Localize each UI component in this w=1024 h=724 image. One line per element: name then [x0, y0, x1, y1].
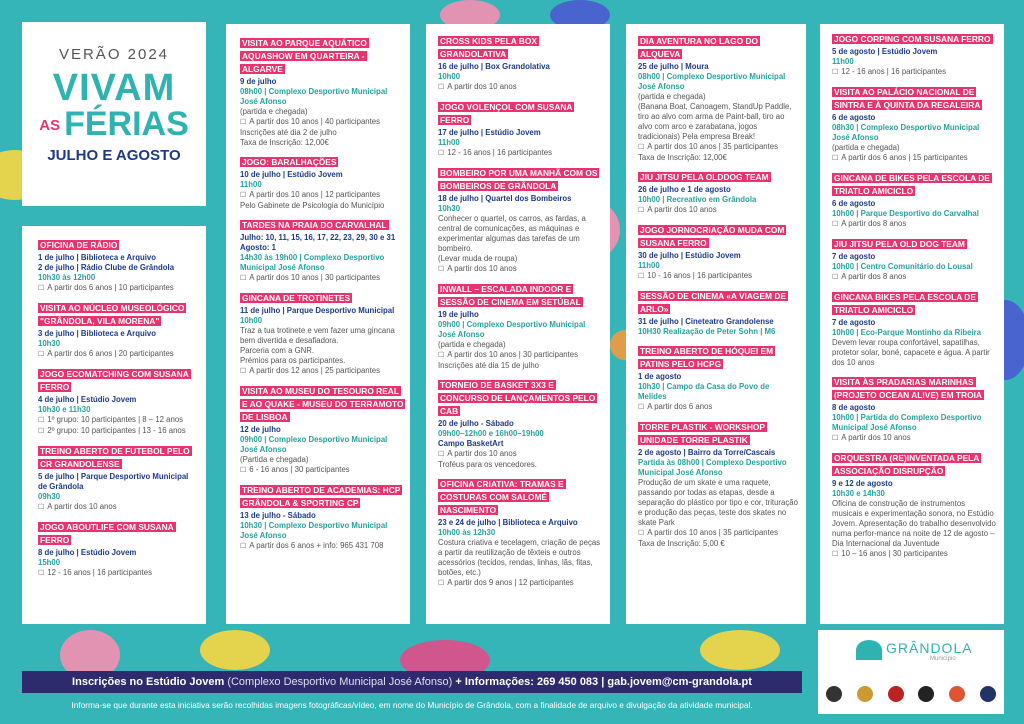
event-detail: Julho: 10, 11, 15, 16, 17, 22, 23, 29, 30 e 31: [240, 233, 396, 242]
event-detail: Agosto: 1: [240, 243, 276, 252]
event-detail: 11 de julho | Parque Desportivo Municipal: [240, 306, 395, 315]
event-detail: 11h00: [638, 261, 660, 270]
event-detail: 2 de julho | Rádio Clube de Grândola: [38, 263, 175, 272]
event-detail: ☐ A partir dos 10 anos: [638, 205, 800, 216]
event-detail: 2 de agosto | Bairro da Torre/Cascais: [638, 448, 776, 457]
event-detail: 10h30: [438, 204, 461, 213]
event-detail: 10h00 | Recreativo em Grândola: [638, 195, 757, 204]
footer-location: (Complexo Desportivo Municipal José Afonso): [227, 676, 453, 688]
event-title: VISITA AO NÚCLEO MUSEOLÓGICO "GRÂNDOLA, VILA MORENA": [40, 303, 185, 326]
footer-contacts: + Informações: 269 450 083 | gab.jovem@cm-grandola.pt: [455, 676, 752, 688]
event-detail: 11h00: [240, 180, 262, 189]
footer-bar: [22, 671, 802, 693]
logo-area: [818, 630, 1004, 714]
event-detail: 5 de agosto | Estúdio Jovem: [832, 47, 938, 56]
event-item: [638, 170, 800, 216]
event-detail: ☐ A partir dos 8 anos: [832, 272, 996, 283]
event-item: [832, 32, 996, 78]
partner-logo-icon: [918, 686, 934, 702]
event-detail: 10 de julho | Estúdio Jovem: [240, 170, 343, 179]
event-title: TARDES NA PRAIA DO CARVALHAL: [242, 220, 387, 230]
event-title: CROSS KIDS PELA BOX GRANDOLATIVA: [440, 36, 537, 59]
event-title: JOGO CORPING COM SUSANA FERRO: [834, 34, 991, 44]
partner-logo-icon: [826, 686, 842, 702]
event-item: [832, 375, 996, 444]
event-detail: Costura criativa e tecelagem, criação de peças a partir da reutilização de têxteis e outros acessórios (tecidos, rendas, linhas, lãs, fitas, botões, etc.): [438, 538, 601, 577]
event-title: ORQUESTRA (RE)INVENTADA PELA ASSOCIAÇÃO DISRUPÇÃO: [834, 453, 980, 476]
partner-logos: [826, 686, 996, 704]
event-detail: 26 de julho e 1 de agosto: [638, 185, 731, 194]
event-detail: 11h00: [832, 57, 854, 66]
partner-logo-icon: [980, 686, 996, 702]
event-title: TORRE PLASTIK - WORKSHOP UNIDADE TORRE PLASTIK: [640, 422, 766, 445]
event-item: [38, 520, 198, 579]
logo-name: GRÂNDOLA: [886, 640, 973, 656]
event-item: [240, 384, 404, 476]
event-detail: 10h30 | Complexo Desportivo Municipal José Afonso: [240, 521, 388, 540]
event-item: [38, 444, 198, 513]
event-detail: Produção de um skate e uma raquete, passando por todas as etapas, desde a separação do plástico por tipo e cor, trituração e produção das peças, teste dos skates no skate Park: [638, 478, 798, 527]
event-detail: ☐ A partir dos 6 anos | 20 participantes: [38, 349, 198, 360]
event-item: [638, 223, 800, 282]
event-title: VISITA AO MUSEU DO TESOURO REAL E AO QUAKE - MUSEU DO TERRAMOTO DE LISBOA: [242, 386, 404, 422]
event-detail: 6 de agosto: [832, 199, 876, 208]
event-detail: 10h00: [438, 72, 461, 81]
event-detail: 10h00 às 12h30: [438, 528, 496, 537]
event-title: JOGO VOLENÇOL COM SUSANA FERRO: [440, 102, 573, 125]
event-item: [638, 344, 800, 413]
event-detail: 4 de julho | Estúdio Jovem: [38, 395, 137, 404]
event-title: VISITA AO PALÁCIO NACIONAL DE SINTRA E À QUINTA DA REGALEIRA: [834, 87, 981, 110]
event-detail: ☐ A partir dos 10 anos | 30 participantes: [240, 273, 404, 284]
event-detail: 8 de agosto: [832, 403, 876, 412]
event-detail: 10h30 e 14h30: [832, 489, 885, 498]
event-title: JOGO JORNOCRIAÇÃO MUDA COM SUSANA FERRO: [640, 225, 785, 248]
event-detail: ☐ A partir dos 8 anos: [832, 219, 996, 230]
event-detail: 14h30 às 19h00 | Complexo Desportivo Municipal José Afonso: [240, 253, 385, 272]
event-item: [832, 85, 996, 164]
event-title: GINCANA DE TROTINETES: [242, 293, 351, 303]
event-detail: 10H30 Realização de Peter Sohn | M6: [638, 327, 776, 336]
event-detail: Inscrições até dia 2 de julho: [240, 128, 337, 137]
title-block: [22, 22, 206, 206]
event-title: INWALL – ESCALADA INDOOR E SESSÃO DE CINEMA EM SETÚBAL: [440, 284, 581, 307]
event-detail: (partida e chegada): [832, 143, 900, 152]
event-detail: Pelo Gabinete de Psicologia do Município: [240, 201, 385, 210]
event-item: [38, 367, 198, 437]
event-item: [38, 238, 198, 294]
event-detail: 09h00 | Complexo Desportivo Municipal José Afonso: [438, 320, 586, 339]
event-item: [438, 166, 604, 275]
event-detail: Traz a tua trotinete e vem fazer uma gincana bem divertida e desafiadora.: [240, 326, 395, 345]
event-detail: ☐ A partir dos 10 anos: [438, 82, 604, 93]
column-3: [426, 24, 610, 624]
column-5: [820, 24, 1004, 624]
event-title: TREINO ABERTO DE HÓQUEI EM PATINS PELO HCPG: [640, 346, 774, 369]
event-detail: 09h30: [38, 492, 61, 501]
event-detail: ☐ 6 - 16 anos | 30 participantes: [240, 465, 404, 476]
event-detail: (Levar muda de roupa): [438, 254, 518, 263]
event-detail: Prémios para os participantes.: [240, 356, 346, 365]
event-detail: 19 de julho: [438, 310, 479, 319]
event-title: JOGO: BARALHAÇÕES: [242, 157, 337, 167]
event-detail: ☐ 2º grupo: 10 participantes | 13 - 16 anos: [38, 426, 198, 437]
event-detail: ☐ A partir dos 6 anos: [638, 402, 800, 413]
partner-logo-icon: [857, 686, 873, 702]
event-detail: 10h30: [38, 339, 61, 348]
event-title: TREINO ABERTO DE ACADEMIAS: HCP GRÂNDOLA & SPORTING CP: [242, 485, 401, 508]
event-detail: ☐ 12 - 16 anos | 16 participantes: [438, 148, 604, 159]
column-2: [226, 24, 410, 624]
event-detail: 10h00 | Eco-Parque Montinho da Ribeira: [832, 328, 982, 337]
event-title: JIU JITSU PELA OLD DOG TEAM: [834, 239, 965, 249]
event-detail: Taxa de Inscrição: 5,00 €: [638, 539, 725, 548]
event-detail: 10h30 e 11h30: [38, 405, 91, 414]
event-detail: 25 de julho | Moura: [638, 62, 709, 71]
subtitle: JULHO E AGOSTO: [47, 147, 181, 165]
event-detail: 9 de julho: [240, 77, 277, 86]
event-title: OFICINA DE RÁDIO: [40, 240, 118, 250]
event-detail: 1 de julho | Biblioteca e Arquivo: [38, 253, 156, 262]
event-detail: ☐ A partir dos 9 anos | 12 participantes: [438, 578, 604, 589]
event-detail: (partida e chegada): [240, 107, 308, 116]
event-title: VISITA AO PARQUE AQUÁTICO AQUASHOW EM QUARTEIRA - ALGARVE: [242, 38, 367, 74]
event-detail: Inscrições até dia 15 de julho: [438, 361, 539, 370]
event-detail: Parceria com a GNR.: [240, 346, 315, 355]
event-detail: 15h00: [38, 558, 61, 567]
event-detail: 30 de julho | Estúdio Jovem: [638, 251, 741, 260]
event-detail: Conhecer o quartel, os carros, as fardas, a central de comunicações, as máquinas e experimentar algumas das tarefas de um bombeiro.: [438, 214, 586, 253]
event-detail: 10h30 | Campo da Casa do Povo de Melides: [638, 382, 770, 401]
event-detail: 09h00 | Complexo Desportivo Municipal José Afonso: [240, 435, 388, 454]
event-detail: (partida e chegada): [638, 92, 706, 101]
event-detail: 18 de julho | Quartel dos Bombeiros: [438, 194, 572, 203]
event-detail: 10h00 | Parque Desportivo do Carvalhal: [832, 209, 979, 218]
event-title: VISITA ÀS PRADARIAS MARINHAS (PROJETO OCEAN ALIVE) EM TROIA: [834, 377, 982, 400]
event-detail: 1 de agosto: [638, 372, 682, 381]
event-item: [240, 291, 404, 377]
event-detail: Oficina de construção de instrumentos musicais e experimentação sonora, no Estúdio Jovem. Apresentação do trabalho desenvolvido numa perfor-mance na noite de 12 de agosto – Dia Internacional da Juventude: [832, 499, 996, 548]
event-item: [638, 289, 800, 337]
partner-logo-icon: [888, 686, 904, 702]
event-detail: ☐ A partir dos 10 anos | 35 participantes: [638, 142, 800, 153]
event-item: [438, 100, 604, 159]
event-detail: ☐ A partir dos 6 anos | 15 participantes: [832, 153, 996, 164]
event-detail: 7 de agosto: [832, 252, 876, 261]
title-line1: VIVAM: [52, 67, 176, 109]
event-detail: 31 de julho | Cineteatro Grandolense: [638, 317, 774, 326]
event-detail: ☐ 12 - 16 anos | 16 participantes: [38, 568, 198, 579]
event-detail: 08h30 | Complexo Desportivo Municipal José Afonso: [832, 123, 980, 142]
event-detail: 11h00: [438, 138, 460, 147]
event-item: [438, 378, 604, 470]
event-detail: 17 de julho | Estúdio Jovem: [438, 128, 541, 137]
event-detail: ☐ A partir dos 10 anos: [438, 264, 604, 275]
event-detail: ☐ A partir dos 10 anos | 35 participantes: [638, 528, 800, 539]
event-item: [832, 171, 996, 230]
partner-logo-icon: [949, 686, 965, 702]
event-detail: ☐ A partir dos 10 anos: [832, 433, 996, 444]
event-detail: (Partida e chegada): [240, 455, 309, 464]
event-item: [832, 290, 996, 368]
title-line2: AS FÉRIAS: [39, 105, 189, 143]
event-title: GINCANA BIKES PELA ESCOLA DE TRIATLO AMICICLO: [834, 292, 976, 315]
event-detail: 13 de julho - Sábado: [240, 511, 316, 520]
event-title: GINCANA DE BIKES PELA ESCOLA DE TRIATLO AMICICLO: [834, 173, 990, 196]
event-detail: Taxa de Inscrição: 12,00€: [638, 153, 727, 162]
event-detail: ☐ 1º grupo: 10 participantes | 8 – 12 anos: [38, 415, 198, 426]
event-title: JOGO ABOUTLIFE COM SUSANA FERRO: [40, 522, 174, 545]
event-detail: 23 e 24 de julho | Biblioteca e Arquivo: [438, 518, 578, 527]
event-detail: 6 de agosto: [832, 113, 876, 122]
event-detail: 10h00 | Centro Comunitário do Lousal: [832, 262, 973, 271]
event-detail: 8 de julho | Estúdio Jovem: [38, 548, 137, 557]
event-detail: ☐ A partir dos 10 anos | 30 participantes: [438, 350, 604, 361]
disclaimer: Informa-se que durante esta iniciativa serão recolhidas imagens fotográficas/vídeo, em nome do Município de Grândola, com a finalidade de arquivo e divulgação da atividade municipal.: [71, 700, 753, 710]
event-detail: 7 de agosto: [832, 318, 876, 327]
event-detail: 3 de julho | Biblioteca e Arquivo: [38, 329, 156, 338]
event-item: [832, 451, 996, 560]
footer-registration: Inscrições no Estúdio Jovem: [72, 676, 225, 688]
event-detail: (Banana Boat, Canoagem, StandUp Paddle, tiro ao alvo com arma de Paint-ball, tiro ao alvo com arco e zarabatana, jogos tradicionais) Pela empresa Break!: [638, 102, 792, 141]
year-label: VERÃO 2024: [58, 46, 170, 63]
event-detail: ☐ A partir dos 10 anos: [438, 449, 604, 460]
event-detail: 08h00 | Complexo Desportivo Municipal José Afonso: [638, 72, 786, 91]
event-item: [240, 36, 404, 148]
event-detail: 9 e 12 de agosto: [832, 479, 893, 488]
event-item: [638, 420, 800, 549]
event-title: TORNEIO DE BASKET 3X3 E CONCURSO DE LANÇAMENTOS PELO CAB: [440, 380, 596, 416]
event-detail: ☐ 10 - 16 anos | 16 participantes: [638, 271, 800, 282]
event-detail: 10h00: [240, 316, 263, 325]
event-detail: ☐ 10 – 16 anos | 30 participantes: [832, 549, 996, 560]
event-detail: ☐ A partir dos 6 anos | 10 participantes: [38, 283, 198, 294]
event-detail: ☐ A partir dos 10 anos: [38, 502, 198, 513]
column-1: [22, 226, 206, 624]
event-item: [240, 483, 404, 552]
column-4: [626, 24, 806, 624]
event-item: [438, 282, 604, 371]
event-item: [438, 477, 604, 589]
event-detail: ☐ A partir dos 6 anos + info: 965 431 708: [240, 541, 404, 552]
event-title: DIA AVENTURA NO LAGO DO ALQUEVA: [640, 36, 759, 59]
event-detail: ☐ A partir dos 10 anos | 40 participantes: [240, 117, 404, 128]
event-item: [832, 237, 996, 283]
event-detail: ☐ A partir dos 10 anos | 12 participantes: [240, 190, 404, 201]
event-detail: 10h00 | Partida do Complexo Desportivo Municipal José Afonso: [832, 413, 982, 432]
event-detail: ☐ A partir dos 12 anos | 25 participantes: [240, 366, 404, 377]
event-detail: 12 de julho: [240, 425, 281, 434]
event-detail: Partida às 08h00 | Complexo Desportivo Municipal José Afonso: [638, 458, 787, 477]
event-detail: 10h30 às 12h00: [38, 273, 96, 282]
event-title: JOGO ECOMATCHING COM SUSANA FERRO: [40, 369, 189, 392]
logo-mark: [856, 640, 882, 660]
event-item: [438, 34, 604, 93]
event-detail: (partida e chegada): [438, 340, 506, 349]
event-detail: 09h00–12h00 e 16h00–19h00: [438, 429, 544, 438]
event-detail: 08h00 | Complexo Desportivo Municipal José Afonso: [240, 87, 388, 106]
event-detail: Campo BasketArt: [438, 439, 504, 448]
logo-tag: Município: [930, 656, 956, 662]
title-as: AS: [39, 117, 61, 135]
event-item: [240, 218, 404, 284]
event-detail: Troféus para os vencedores.: [438, 460, 537, 469]
event-item: [638, 34, 800, 163]
event-detail: Taxa de Inscrição: 12,00€: [240, 138, 329, 147]
event-detail: 20 de julho - Sábado: [438, 419, 514, 428]
event-detail: 5 de julho | Parque Desportivo Municipal de Grândola: [38, 472, 189, 491]
event-title: BOMBEIRO POR UMA MANHÃ COM OS BOMBEIROS DE GRÂNDOLA: [440, 168, 598, 191]
event-detail: ☐ 12 - 16 anos | 16 participantes: [832, 67, 996, 78]
event-title: SESSÃO DE CINEMA «A VIAGEM DE ARLO»: [640, 291, 786, 314]
event-detail: Devem levar roupa confortável, sapatilhas, protetor solar, boné, capacete e água. A partir dos 10 anos: [832, 338, 990, 367]
event-title: TREINO ABERTO DE FUTEBOL PELO CR GRANDOLENSE: [40, 446, 190, 469]
event-detail: 16 de julho | Box Grandolativa: [438, 62, 550, 71]
event-title: JIU JITSU PELA OLDDOG TEAM: [640, 172, 769, 182]
event-item: [38, 301, 198, 360]
event-item: [240, 155, 404, 211]
event-title: OFICINA CRIATIVA: TRAMAS E COSTURAS COM SALOMÉ NASCIMENTO: [440, 479, 564, 515]
